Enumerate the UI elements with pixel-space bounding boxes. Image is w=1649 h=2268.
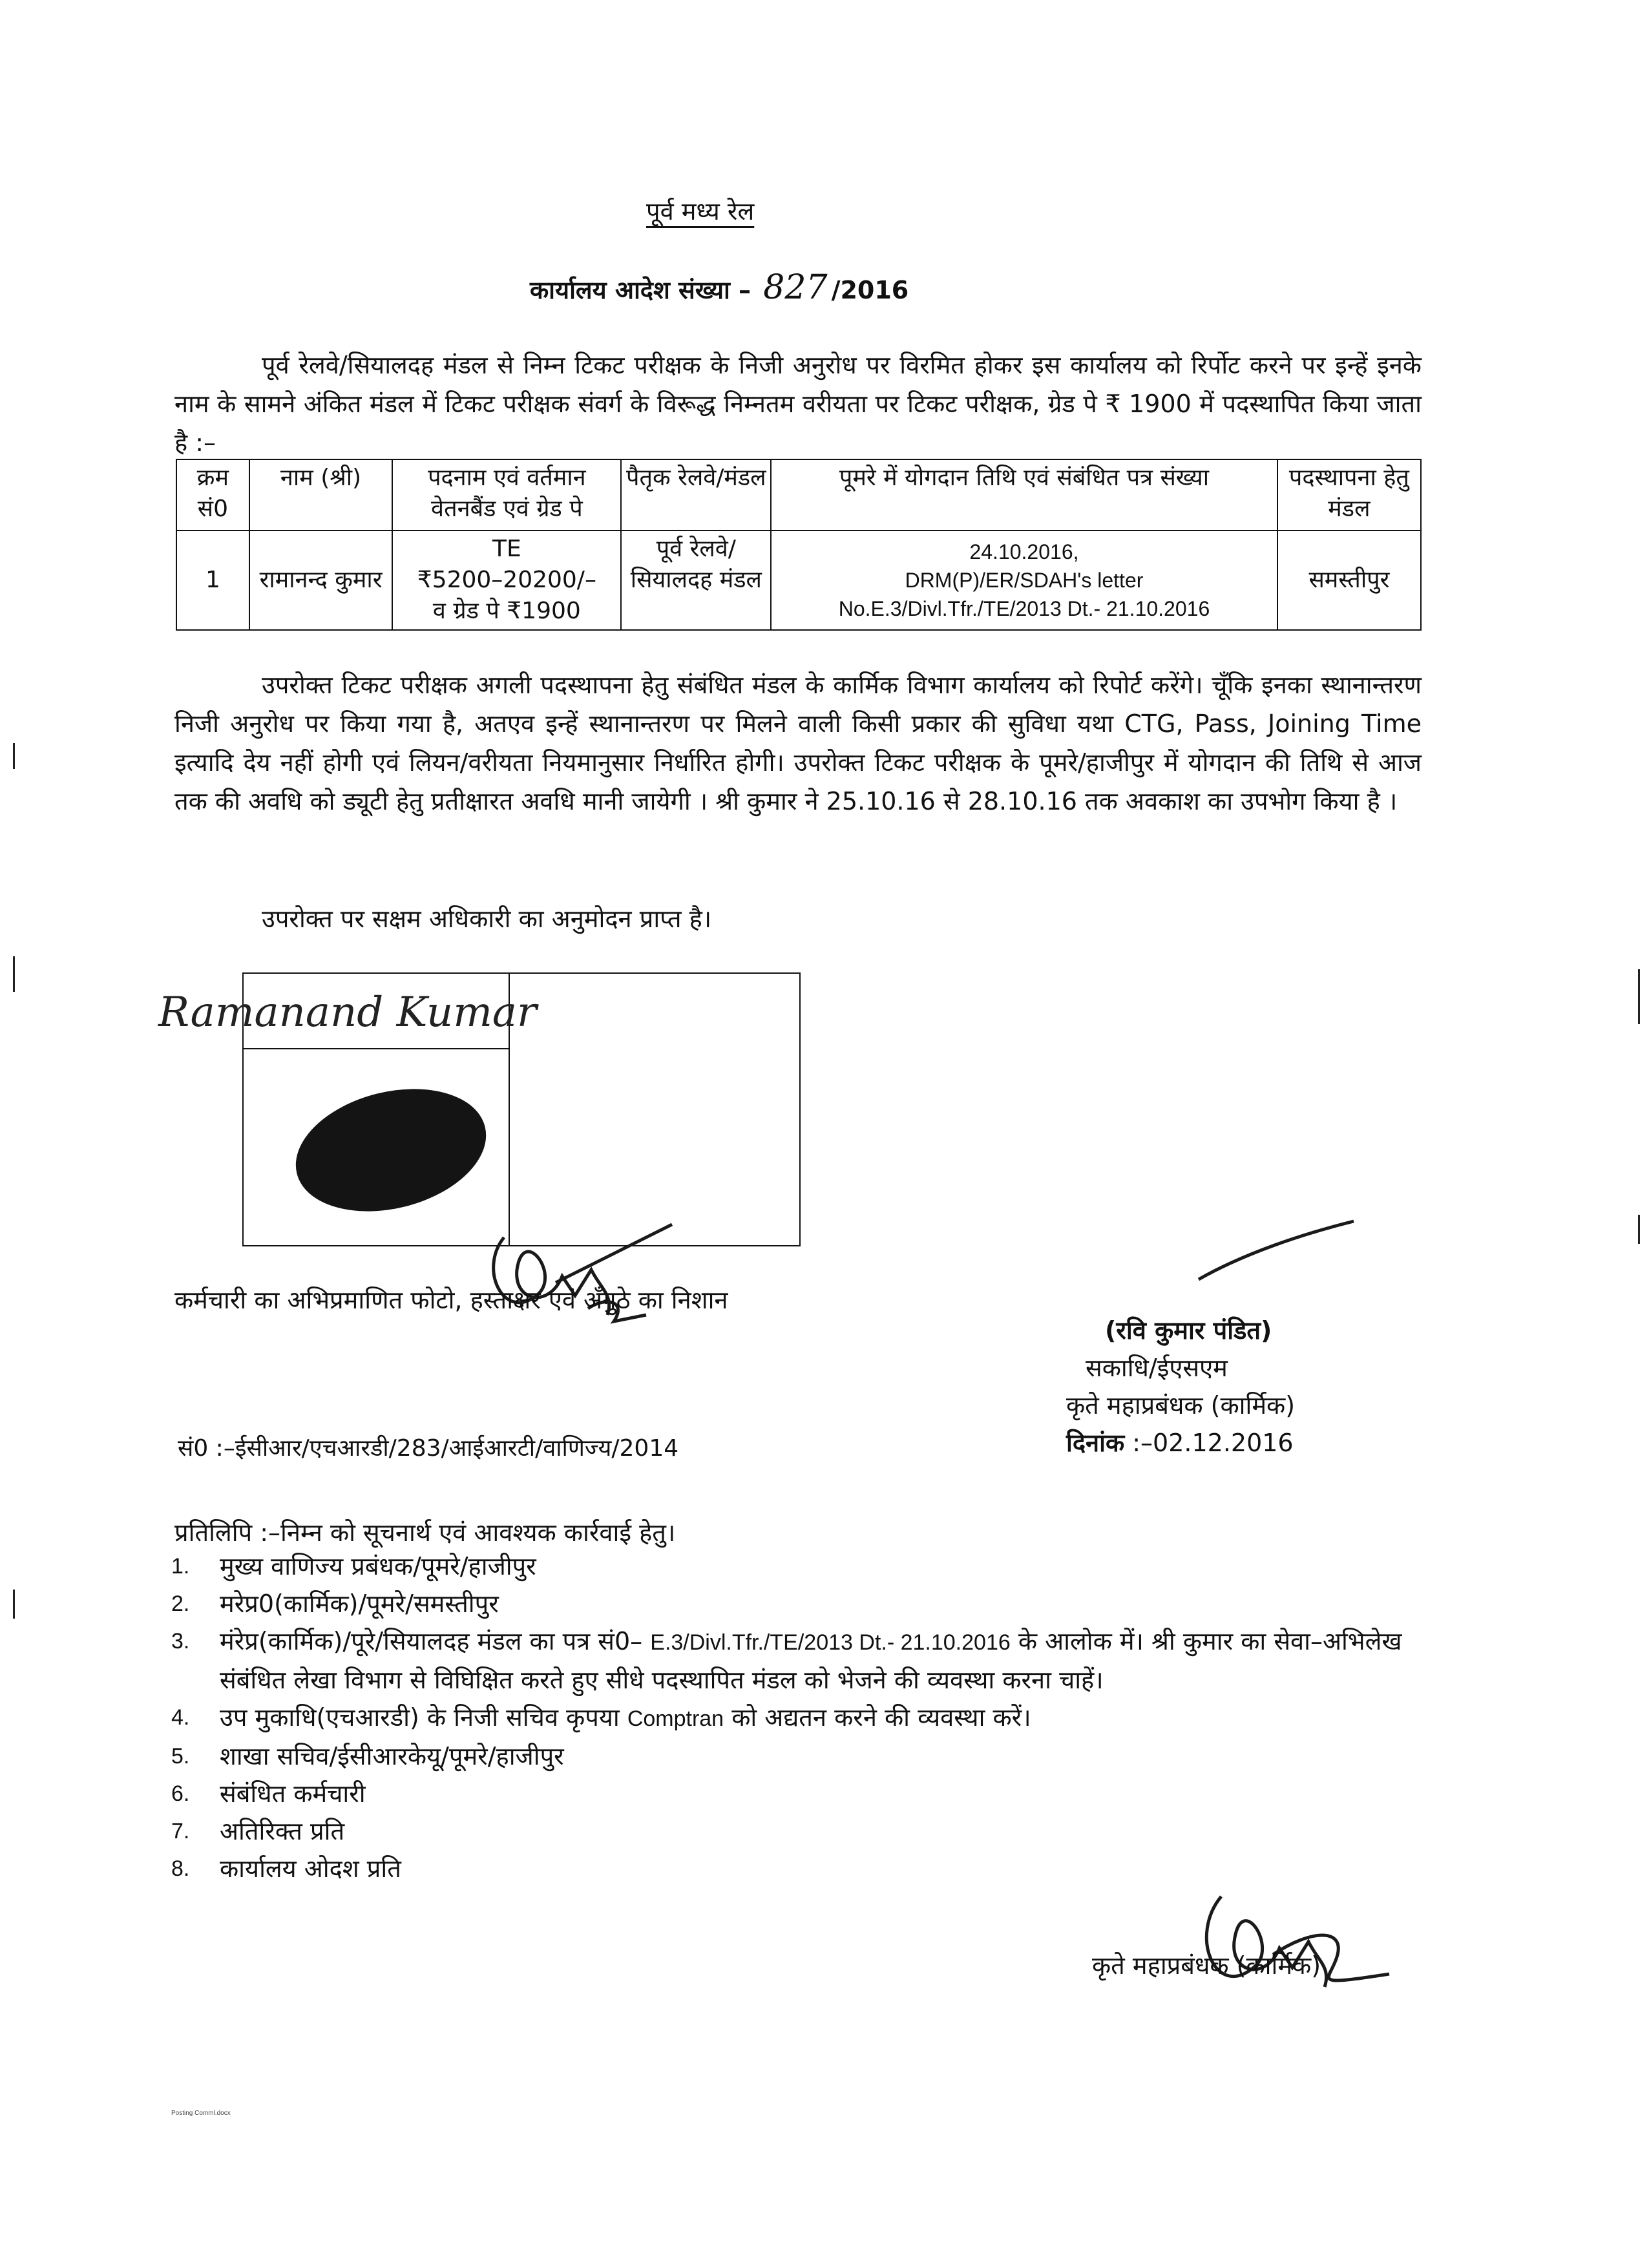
order-year: /2016 [831,276,909,304]
table-row [176,530,1421,630]
gradepay-text: व ग्रेड पे ₹1900 [432,598,581,624]
list-item: 1. मुख्य वाणिज्य प्रबंधक/पूमरे/हाजीपुर [171,1552,536,1580]
col-header-parent: पैतृक रेलवे/मंडल [621,459,771,530]
scan-mark [1638,969,1640,1024]
join-date: 24.10.2016, [969,540,1079,563]
posting-table [176,459,1422,631]
reference-number: सं0 :–ईसीआर/एचआरडी/283/आईआरटी/वाणिज्य/2014 [178,1435,679,1462]
body-text: उपरोक्त टिकट परीक्षक अगली पदस्थापना हेतु संबंधित मंडल के कार्मिक विभाग कार्यालय को रिपोर्ट करेंगे। चूँकि इनका स्थानान्तरण निजी अनुरोध पर किया गया है, अतएव इन्हें स्थानान्तरण पर मिलने वाली किसी प्रकार की सुविधा यथा CTG, Pass, Joining Time इत्यादि देय नहीं होगी एवं लियन/वरीयता नियमानुसार निर्धारित होगी। उपरोक्त टिकट परीक्षक के पूमरे/हाजीपुर में योगदान की तिथि से आज तक की अवधि को ड्यूटी हेतु प्रतीक्षारत अवधि मानी जायेगी । श्री कुमार ने 25.10.16 से 28.10.16 तक अवकाश का उपभोग किया है । [174,671,1422,815]
list-item: 2. मरेप्र0(कार्मिक)/पूमरे/समस्तीपुर [171,1590,499,1618]
copy-to-list [171,1548,1418,1887]
document-heading: पूर्व मध्य रेल [646,197,755,226]
col-header-designation: पदनाम एवं वर्तमान वेतनबैंड एवं ग्रेड पे [392,459,621,530]
order-prefix: कार्यालय आदेश संख्या – [530,276,751,304]
letter-ref: DRM(P)/ER/SDAH's letter [905,569,1144,592]
table-header-row [176,459,1421,530]
list-item: 8. कार्यालय ओदश प्रति [171,1854,401,1883]
handwritten-order-number: 827 [763,268,828,307]
cell-posting-division: समस्तीपुर [1277,530,1421,630]
letter-number: No.E.3/Divl.Tfr./TE/2013 Dt.- 21.10.2016 [838,597,1210,620]
col-header-joining: पूमरे में योगदान तिथि एवं संबंधित पत्र संख्या [771,459,1277,530]
list-item: 6. संबंधित कर्मचारी [171,1780,366,1808]
approval-line: उपरोक्त पर सक्षम अधिकारी का अनुमोदन प्राप्त है। [262,905,712,933]
list-item: 4. उप मुकाधि(एचआरडी) के निजी सचिव कृपया Comptran को अद्यतन करने की व्यवस्था करें। [171,1703,1031,1732]
designation-text: TE [492,536,521,562]
signatory-designation: सकाधि/ईएसएम [1086,1354,1228,1382]
scan-mark [1638,1215,1640,1244]
signatory-name: (रवि कुमार पंडित) [1105,1316,1272,1345]
scan-mark [13,956,15,992]
body-paragraph [174,666,1422,821]
col-header-name: नाम (श्री) [249,459,392,530]
signatory-for-line: कृते महाप्रबंधक (कार्मिक) [1066,1391,1296,1420]
office-order-number [530,268,909,307]
order-date: दिनांक :–02.12.2016 [1066,1429,1294,1457]
footer-signatory-line: कृते महाप्रबंधक (कार्मिक) [1092,1951,1321,1980]
list-item: 7. अतिरिक्त प्रति [171,1817,345,1845]
intro-paragraph [174,346,1422,462]
footer-signature [1182,1858,1396,2009]
copy-to-heading: प्रतिलिपि :–निम्न को सूचनार्थ एवं आवश्यक कार्रवाई हेतु। [174,1518,676,1547]
cell-sno: 1 [176,530,249,630]
list-item: 5. शाखा सचिव/ईसीआरकेयू/पूमरे/हाजीपुर [171,1742,564,1770]
scan-mark [13,1590,15,1619]
handwritten-employee-name: Ramanand Kumar [158,989,537,1036]
attestation-caption: कर्मचारी का अभिप्रमाणित फोटो, हस्ताक्षर एवं अँगुठे का निशान [174,1286,728,1314]
signature-stroke [1192,1215,1360,1288]
intro-text: पूर्व रेलवे/सियालदह मंडल से निम्न टिकट परीक्षक के निजी अनुरोध पर विरमित होकर इस कार्यालय को रिर्पोट करने पर इन्हें इनके नाम के सामने अंकित मंडल में टिकट परीक्षक संवर्ग के विरूद्ध निम्नतम वरीयता पर टिकट परीक्षक, ग्रेड पे ₹ 1900 में पदस्थापित किया जाता है :– [174,351,1422,457]
col-header-posting: पदस्थापना हेतु मंडल [1277,459,1421,530]
cell-name: रामानन्द कुमार [249,530,392,630]
scan-mark [13,743,15,769]
cell-joining [771,530,1277,630]
signatory-block [1066,1312,1295,1462]
list-item: 3. मंरेप्र(कार्मिक)/पूरे/सियालदह मंडल का पत्र सं0– E.3/Divl.Tfr./TE/2013 Dt.- 21.10.2016 के आलोक में। श्री कुमार का सेवा–अभिलेख संबंधित लेखा विभाग से विघिक्षित करते हुए सीधे पदस्थापित मंडल को भेजने की व्यवस्था करना चाहें। [171,1627,1402,1694]
cell-designation [392,530,621,630]
col-header-sno: क्रम सं0 [176,459,249,530]
cell-parent: पूर्व रेलवे/ सियालदह मंडल [621,530,771,630]
file-note: Posting Comml.docx [171,2110,231,2117]
payband-text: ₹5200–20200/– [417,567,596,593]
box-divider-horizontal [244,1048,509,1049]
